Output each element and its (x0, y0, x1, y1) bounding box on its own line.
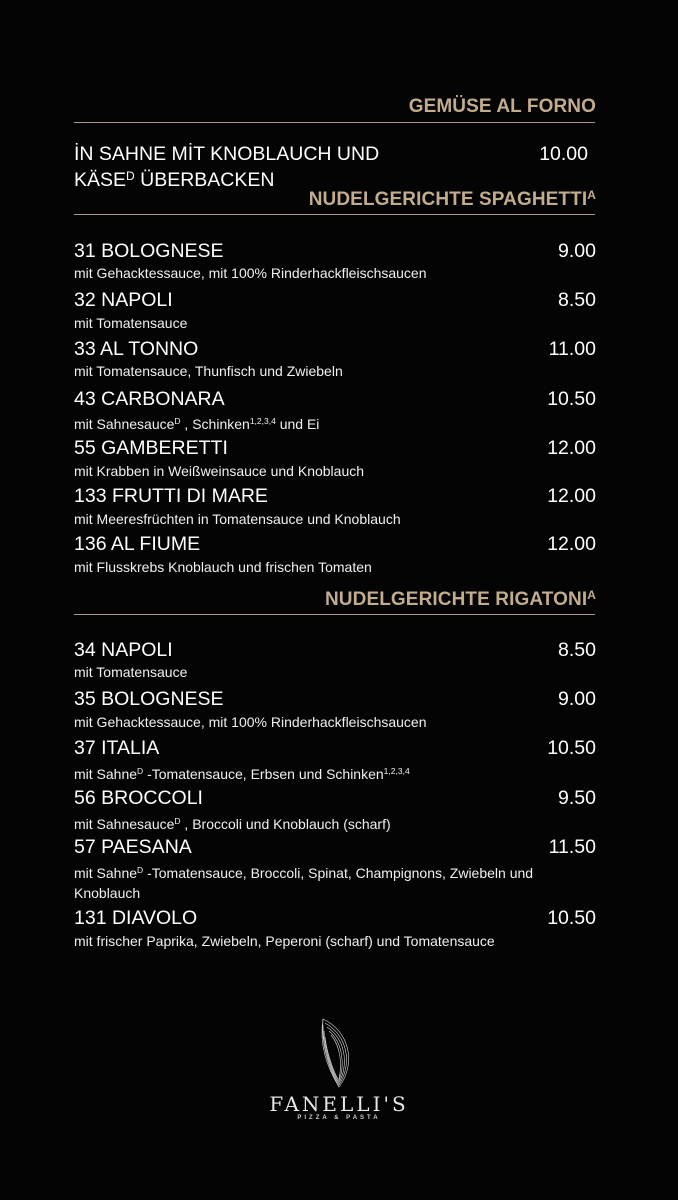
dish-name: 136 AL FIUME (74, 533, 201, 555)
dish-description: mit Sahnesauce$^D$ , Broccoli und Knoblauch (scharf) (74, 816, 391, 832)
dish-price: 12.00 (547, 533, 596, 555)
divider (74, 614, 595, 615)
leaf-icon (309, 1015, 369, 1089)
dish-description: mit Sahne$^D$ -Tomatensauce, Broccoli, Spinat, Champignons, Zwiebeln und Knoblauch (74, 865, 534, 901)
section-title-spaghetti: NUDELGERICHTE $SPAGHETTI^A$ (308, 188, 596, 210)
dish-description: mit Tomatensauce (74, 315, 188, 331)
dish-description: mit Tomatensauce (74, 664, 188, 680)
dish-price-gemuese: 10.00 (539, 143, 588, 165)
dish-price: 10.50 (547, 907, 596, 929)
section-title-rigatoni: NUDELGERICHTE $RIGATONI^A$ (324, 588, 596, 610)
dish-price: 9.00 (558, 240, 596, 262)
dish-price: 8.50 (558, 289, 596, 311)
dish-description: mit Gehacktessauce, mit 100% Rinderhackfleischsaucen (74, 714, 427, 730)
dish-name: 32 NAPOLI (74, 289, 173, 311)
dish-price: 11.00 (548, 338, 596, 360)
dish-price: 12.00 (547, 485, 596, 507)
dish-description: mit Sahnesauce$^D$ , Schinken$^{1,2,3,4}$ und Ei (74, 416, 320, 432)
dish-name: 35 BOLOGNESE (74, 688, 224, 710)
dish-name: 37 ITALIA (74, 737, 160, 759)
dish-price: 9.50 (558, 787, 596, 809)
dish-description: mit Meeresfrüchten in Tomatensauce und Knoblauch (74, 511, 401, 527)
dish-name: 56 BROCCOLI (74, 787, 203, 809)
dish-name: 57 PAESANA (74, 836, 192, 858)
dish-description: mit frischer Paprika, Zwiebeln, Peperoni (scharf) und Tomatensauce (74, 933, 495, 949)
brand-subtitle: PIZZA & PASTA (297, 1115, 381, 1121)
dish-name-gemuese: İN SAHNE MİT KNOBLAUCH UND $KÄSE^D$ ÜBERBACKEN (74, 143, 380, 191)
dish-description: mit Flusskrebs Knoblauch und frischen Tomaten (74, 559, 372, 575)
dish-name: 55 GAMBERETTI (74, 437, 228, 459)
dish-description: mit Gehacktessauce, mit 100% Rinderhackfleischsaucen (74, 265, 427, 281)
dish-name: 43 CARBONARA (74, 388, 225, 410)
dish-description: mit Krabben in Weißweinsauce und Knoblauch (74, 463, 365, 479)
dish-name: 34 NAPOLI (74, 639, 173, 661)
divider (74, 122, 595, 123)
dish-price: 12.00 (547, 437, 596, 459)
dish-price: 11.50 (548, 836, 596, 858)
brand-name: FANELLI'S (269, 1092, 409, 1116)
dish-price: 10.50 (547, 737, 596, 759)
dish-price: 8.50 (558, 639, 596, 661)
dish-price: 10.50 (547, 388, 596, 410)
dish-price: 9.00 (558, 688, 596, 710)
dish-description: mit Tomatensauce, Thunfisch und Zwiebeln (74, 363, 343, 379)
dish-name: 133 FRUTTI DI MARE (74, 485, 268, 507)
dish-name: 33 AL TONNO (74, 338, 199, 360)
brand-logo (0, 1015, 678, 1094)
section-title-gemuese: GEMÜSE AL FORNO (408, 96, 596, 117)
dish-name: 131 DIAVOLO (74, 907, 198, 929)
dish-description: mit Sahne$^D$ -Tomatensauce, Erbsen und Schinken$^{1,2,3,4}$ (74, 766, 410, 782)
divider (74, 214, 595, 215)
dish-name: 31 BOLOGNESE (74, 240, 224, 262)
